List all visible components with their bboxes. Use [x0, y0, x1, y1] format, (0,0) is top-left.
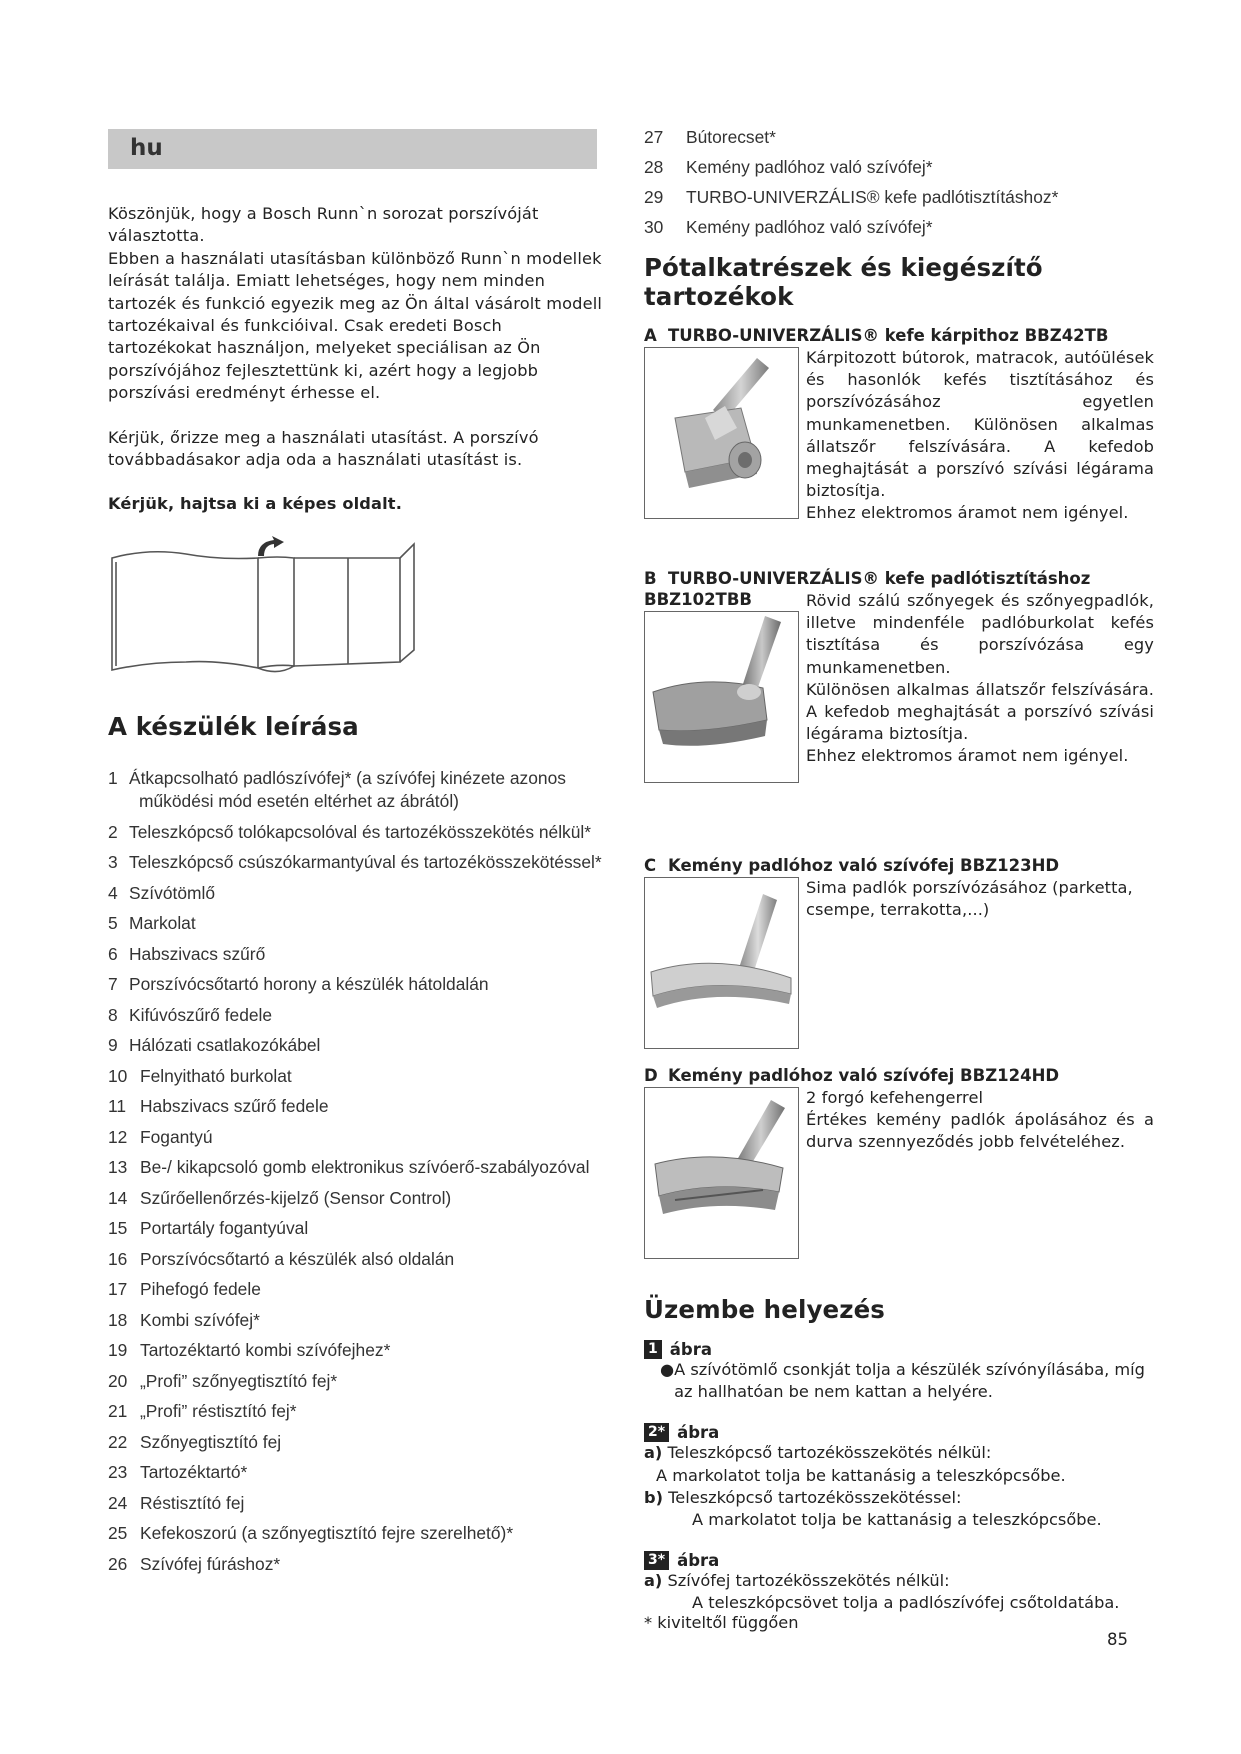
part-item: 17 Pihefogó fedele [108, 1279, 261, 1299]
accessory-a-title: A TURBO-UNIVERZÁLIS® kefe kárpithoz BBZ42TB [644, 326, 1109, 345]
parts-list-continued [644, 126, 1154, 239]
language-code: hu [130, 135, 163, 161]
accessory-a-note: Ehhez elektromos áramot nem igényel. [806, 503, 1129, 523]
step-a-text: Teleszkópcső tartozékösszekötés nélkül: [667, 1443, 992, 1463]
accessory-b-note: Ehhez elektromos áramot nem igényel. [806, 746, 1129, 766]
part-item: 18 Kombi szívófej* [108, 1309, 260, 1330]
accessory-b [644, 568, 1154, 843]
accessory-b-code: BBZ102TBB [644, 590, 752, 609]
figure-2-label: ábra [677, 1423, 720, 1443]
step-3a-label: a) [644, 1571, 663, 1591]
accessories-title: Pótalkatrészek és kiegészítő tartozékok [644, 253, 1043, 311]
accessory-d [644, 1065, 1154, 1265]
step-b-instruction: A markolatot tolja be kattanásig a teleszkópcsőbe. [692, 1510, 1102, 1530]
figure-2-badge: 2* [644, 1423, 669, 1442]
right-column [644, 126, 1154, 1615]
figure-1-block [644, 1340, 1154, 1403]
figure-1-badge: 1 [644, 1340, 662, 1359]
part-item: 2 Teleszkópcső tolókapcsolóval és tartozékösszekötés nélkül* [108, 821, 592, 842]
step-a-instruction: A markolatot tolja be kattanásig a teleszkópcsőbe. [656, 1465, 1066, 1485]
part-item: 22 Szőnyegtisztító fej [108, 1431, 282, 1452]
accessory-c-title: C Kemény padlóhoz való szívófej BBZ123HD [644, 856, 1060, 875]
hard-floor-nozzle-c-image [644, 877, 799, 1049]
part-item: 3 Teleszkópcső csúszókarmantyúval és tartozékösszekötéssel* [108, 852, 602, 872]
part-item: 27 Bútorecset* [644, 127, 776, 147]
figure-3-badge: 3* [644, 1551, 669, 1570]
accessory-d-title: D Kemény padlóhoz való szívófej BBZ124HD [644, 1066, 1060, 1085]
startup-title: Üzembe helyezés [644, 1295, 885, 1324]
intro-models: Ebben a használati utasításban különböző Runn`n modellek leírását találja. Emiatt lehetséges, hogy nem minden tartozék és funkció egyezik meg az Ön által vásárolt modell tartozékaival és funkcióival. Csak eredeti Bosch tartozékokat használjon, melyeket speciálisan az Ön porszívójához fejlesztettünk ki, azért hogy a legjobb porszívási eredményt érhesse el. [108, 248, 602, 403]
part-item: 6 Habszivacs szűrő [108, 943, 266, 964]
fold-arrow-icon [258, 536, 284, 556]
part-item: 14 Szűrőellenőrzés-kijelző (Sensor Control) [108, 1187, 452, 1208]
intro-keep-manual: Kérjük, őrizze meg a használati utasítást. A porszívó továbbadásakor adja oda a használati utasítást is. [108, 427, 539, 470]
step-3a-instruction: A teleszkópcsövet tolja a padlószívófej csőtoldatába. [692, 1593, 1120, 1613]
fold-out-page-illustration [108, 536, 420, 681]
floor-turbo-brush-image [644, 611, 799, 783]
figure-1-text: A szívótömlő csonkját tolja a készülék szívónyílásába, míg az hallhatóan be nem kattan a helyére. [674, 1360, 1145, 1402]
part-item: 25 Kefekoszorú (a szőnyegtisztító fejre szerelhető)* [108, 1523, 514, 1543]
accessory-c [644, 855, 1154, 1053]
part-item: 29 TURBO-UNIVERZÁLIS® kefe padlótisztításhoz* [644, 187, 1059, 207]
figure-3-block [644, 1551, 1154, 1614]
part-item: 15 Portartály fogantyúval [108, 1218, 309, 1238]
part-item: 24 Réstisztító fej [108, 1492, 245, 1513]
part-item: 28 Kemény padlóhoz való szívófej* [644, 157, 933, 177]
figure-2-block [644, 1423, 1154, 1531]
step-b-text: Teleszkópcső tartozékösszekötéssel: [668, 1487, 962, 1507]
part-item: 12 Fogantyú [108, 1126, 213, 1147]
part-item: 10 Felnyitható burkolat [108, 1065, 292, 1086]
part-item: 5 Markolat [108, 913, 196, 933]
part-item: 21 „Profi” réstisztító fej* [108, 1401, 297, 1421]
language-header-bar [108, 129, 597, 169]
accessory-b-desc: Rövid szálú szőnyegek és szőnyegpadlók, illetve mindenféle padlóburkolat kefés tisztítása és porszívózása egy munkamenetben. [806, 591, 1154, 677]
accessory-c-desc: Sima padlók porszívózásához (parketta, csempe, terrakotta,...) [806, 878, 1133, 920]
part-item: 26 Szívófej fúráshoz* [108, 1553, 281, 1574]
footnote: * kiviteltől függően [644, 1613, 799, 1632]
part-item: 4 Szívótömlő [108, 882, 216, 903]
intro-unfold: Kérjük, hajtsa ki a képes oldalt. [108, 494, 402, 514]
intro-section [108, 203, 604, 516]
accessory-d-rollers: 2 forgó kefehengerrel [806, 1088, 984, 1107]
accessory-b-pet-hair: Különösen alkalmas állatszőr felszívására. A kefedob meghajtását a porszívó szívási légárama biztosítja. [806, 679, 1154, 744]
part-item: 8 Kifúvószűrő fedele [108, 1004, 273, 1025]
device-description-title: A készülék leírása [108, 712, 359, 741]
accessory-d-desc: Értékes kemény padlók ápolásához és a durva szennyeződés jobb felvételéhez. [806, 1110, 1154, 1152]
hard-floor-nozzle-d-image [644, 1087, 799, 1259]
parts-list [108, 767, 628, 1583]
upholstery-brush-image [644, 347, 799, 519]
part-item: 7 Porszívócsőtartó horony a készülék hátoldalán [108, 974, 489, 994]
part-item: 16 Porszívócsőtartó a készülék alsó oldalán [108, 1248, 455, 1269]
part-item: 30 Kemény padlóhoz való szívófej* [644, 217, 933, 237]
part-item: 19 Tartozéktartó kombi szívófejhez* [108, 1340, 391, 1360]
accessory-a-desc: Kárpitozott bútorok, matracok, autóülések és hasonlók kefés tisztításához és porszívózásához egyetlen munkamenetben. Különösen alkalmas állatszőr felszívására. A kefedob meghajtását a porszívó szívási légárama biztosítja. [806, 348, 1154, 501]
step-a-label: a) [644, 1443, 663, 1463]
figure-1-label: ábra [669, 1340, 712, 1359]
part-item: 23 Tartozéktartó* [108, 1462, 248, 1482]
intro-thanks: Köszönjük, hogy a Bosch Runn`n sorozat porszívóját választotta. [108, 204, 539, 246]
accessory-a [644, 325, 1154, 556]
part-item: 9 Hálózati csatlakozókábel [108, 1035, 321, 1055]
part-item: 13 Be-/ kikapcsoló gomb elektronikus szívóerő-szabályozóval [108, 1157, 590, 1177]
part-item: 11 Habszivacs szűrő fedele [108, 1096, 329, 1116]
step-3a-text: Szívófej tartozékösszekötés nélkül: [667, 1571, 950, 1591]
accessory-b-title: B TURBO-UNIVERZÁLIS® kefe padlótisztításhoz [644, 569, 1091, 588]
part-item: 1 Átkapcsolható padlószívófej* (a szívófej kinézete azonos működési mód esetén eltérhet az ábrától) [108, 768, 566, 811]
page-number: 85 [1107, 1630, 1128, 1649]
bullet-icon: ● [660, 1360, 675, 1379]
part-item: 20 „Profi” szőnyegtisztító fej* [108, 1370, 338, 1391]
figure-3-label: ábra [677, 1551, 720, 1571]
step-b-label: b) [644, 1487, 663, 1507]
